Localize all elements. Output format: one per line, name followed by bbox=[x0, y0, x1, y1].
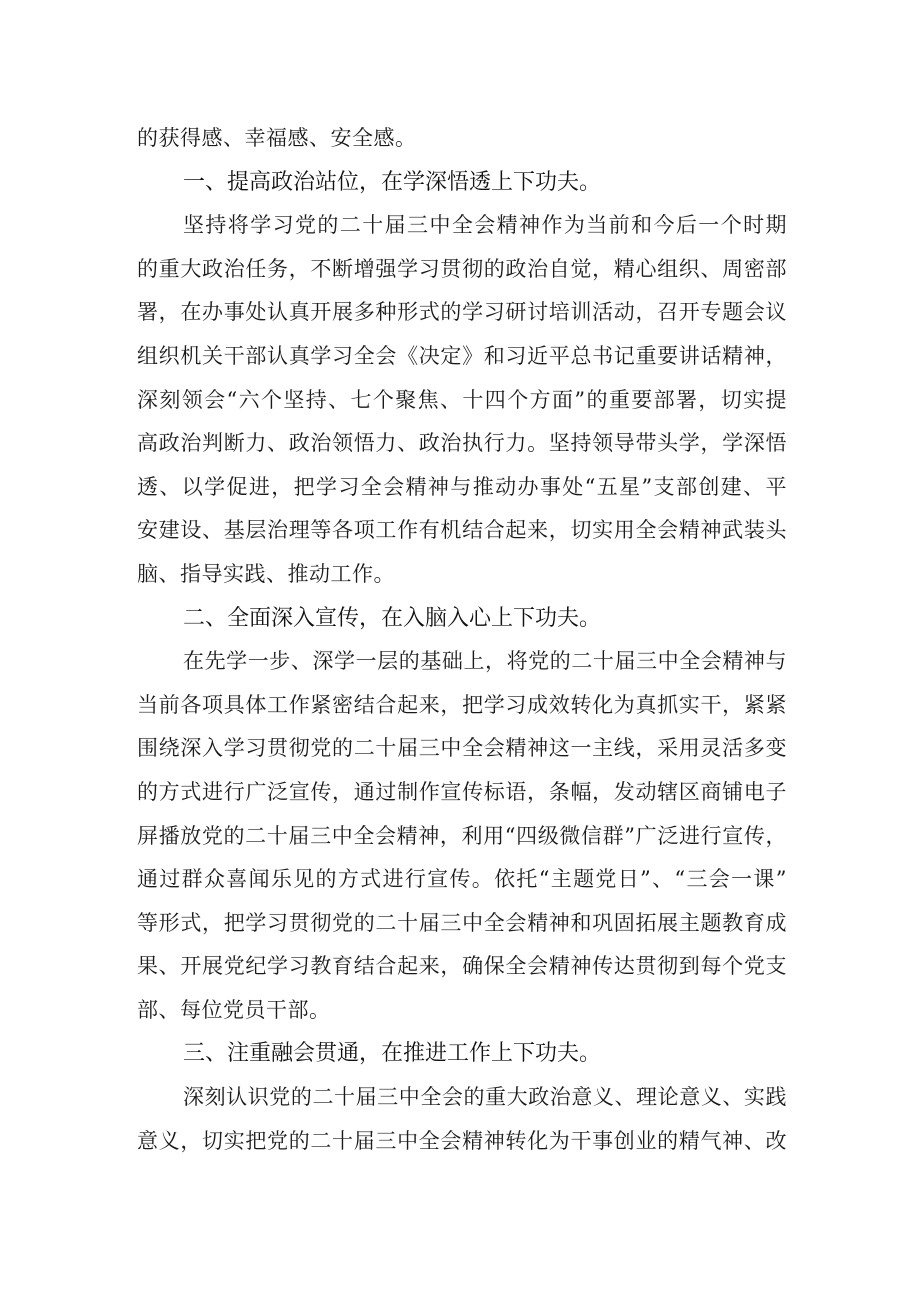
paragraph-line: 在先学一步、深学一层的基础上，将党的二十届三中全会精神与 bbox=[183, 649, 787, 674]
paragraph-line: 围绕深入学习贯彻党的二十届三中全会精神这一主线，采用灵活多变 bbox=[137, 736, 787, 761]
paragraph-line: 通过群众喜闻乐见的方式进行宣传。依托“主题党日”、“三会一课” bbox=[137, 867, 787, 892]
paragraph-line: 深刻认识党的二十届三中全会的重大政治意义、理论意义、实践 bbox=[183, 1085, 787, 1110]
document-body bbox=[137, 117, 787, 1163]
paragraph-line: 意义，切实把党的二十届三中全会精神转化为干事创业的精气神、改 bbox=[137, 1128, 787, 1153]
paragraph-line: 安建设、基层治理等各项工作有机结合起来，切实用全会精神武装头 bbox=[137, 518, 787, 543]
section-heading-3: 三、注重融会贯通，在推进工作上下功夫。 bbox=[183, 1041, 602, 1067]
section-heading-1: 一、提高政治站位，在学深悟透上下功夫。 bbox=[183, 169, 602, 195]
paragraph-line: 的获得感、幸福感、安全感。 bbox=[137, 126, 417, 150]
paragraph-line: 当前各项具体工作紧密结合起来，把学习成效转化为真抓实干，紧紧 bbox=[137, 692, 787, 717]
paragraph-line: 部、每位党员干部。 bbox=[137, 997, 331, 1022]
paragraph-line: 等形式，把学习贯彻党的二十届三中全会精神和巩固拓展主题教育成 bbox=[137, 910, 787, 935]
paragraph-line: 署，在办事处认真开展多种形式的学习研讨培训活动，召开专题会议 bbox=[137, 300, 787, 325]
paragraph-line: 的方式进行广泛宣传，通过制作宣传标语，条幅，发动辖区商铺电子 bbox=[137, 779, 787, 804]
paragraph-line: 深刻领会“六个坚持、七个聚焦、十四个方面”的重要部署，切实提 bbox=[137, 387, 787, 412]
paragraph-line: 屏播放党的二十届三中全会精神，利用“四级微信群”广泛进行宣传， bbox=[137, 823, 787, 848]
paragraph-line: 果、开展党纪学习教育结合起来，确保全会精神传达贯彻到每个党支 bbox=[137, 954, 787, 979]
paragraph-line: 组织机关干部认真学习全会《决定》和习近平总书记重要讲话精神， bbox=[137, 343, 787, 368]
paragraph-line: 透、以学促进，把学习全会精神与推动办事处“五星”支部创建、平 bbox=[137, 474, 787, 499]
paragraph-line: 坚持将学习党的二十届三中全会精神作为当前和今后一个时期 bbox=[183, 213, 787, 238]
section-heading-2: 二、全面深入宣传，在入脑入心上下功夫。 bbox=[183, 605, 602, 631]
paragraph-line: 的重大政治任务，不断增强学习贯彻的政治自觉，精心组织、周密部 bbox=[137, 256, 787, 281]
paragraph-line: 高政治判断力、政治领悟力、政治执行力。坚持领导带头学，学深悟 bbox=[137, 431, 787, 456]
paragraph-line: 脑、指导实践、推动工作。 bbox=[137, 561, 395, 586]
